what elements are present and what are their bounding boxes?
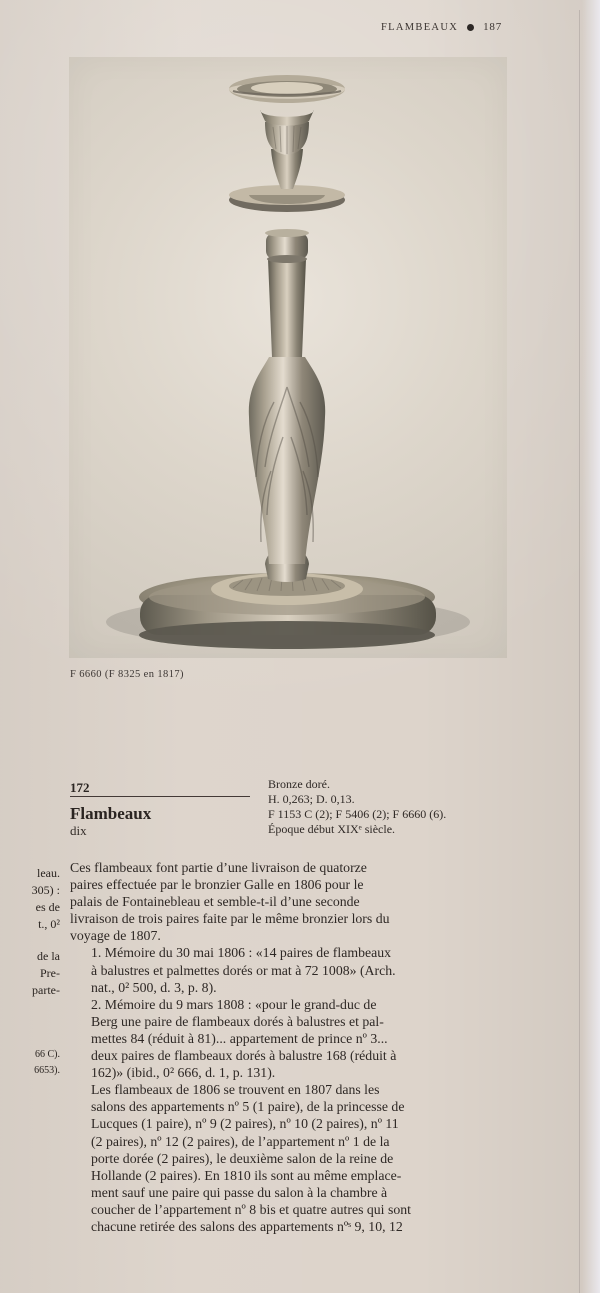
text-line: 2. Mémoire du 9 mars 1808 : «pour le grand-duc de bbox=[91, 996, 377, 1012]
metadata-line: H. 0,263; D. 0,13. bbox=[268, 792, 355, 806]
text-line: coucher de l’appartement nº 8 bis et quatre autres qui sont bbox=[91, 1201, 411, 1217]
catalog-rule bbox=[70, 796, 250, 797]
text-line: voyage de 1807. bbox=[70, 928, 161, 944]
text-line: chacune retirée des salons des appartements nºˢ 9, 10, 12 bbox=[91, 1218, 403, 1234]
text-line: Berg une paire de flambeaux dorés à balustres et pal- bbox=[91, 1013, 384, 1029]
left-fragment-line: 66 C). bbox=[35, 1049, 60, 1060]
metadata-line: Époque début XIXᵉ siècle. bbox=[268, 822, 396, 836]
text-line: mettes 84 (réduit à 81)... appartement de prince nº 3... bbox=[91, 1030, 388, 1046]
text-line: Hollande (2 paires). En 1810 ils sont au même emplace- bbox=[91, 1167, 402, 1183]
bullet-icon bbox=[467, 24, 474, 31]
paragraph bbox=[70, 944, 526, 995]
text-line: ment sauf une paire qui passe du salon à la chambre à bbox=[91, 1184, 388, 1200]
metadata-line: Bronze doré. bbox=[268, 777, 330, 791]
left-fragment-line: 6653). bbox=[34, 1065, 60, 1076]
text-line: à balustres et palmettes dorés or mat à 72 1008» (Arch. bbox=[91, 962, 396, 978]
photo-caption: F 6660 (F 8325 en 1817) bbox=[70, 669, 184, 680]
page-edge-line bbox=[579, 10, 580, 1293]
metadata-line: F 1153 C (2); F 5406 (2); F 6660 (6). bbox=[268, 807, 447, 821]
running-header bbox=[381, 21, 502, 33]
page-outer-edge bbox=[582, 0, 600, 1293]
entry-metadata bbox=[268, 777, 446, 837]
left-fragment-line: Pre- bbox=[40, 966, 60, 980]
entry-title: Flambeaux bbox=[70, 804, 152, 823]
left-fragment-line: 305) : bbox=[31, 883, 60, 897]
text-line: Ces flambeaux font partie d’une livraison de quatorze bbox=[70, 860, 367, 875]
text-line: palais de Fontainebleau et semble-t-il d’une seconde bbox=[70, 894, 360, 910]
candlestick-image bbox=[69, 57, 507, 658]
text-line: (2 paires), nº 12 (2 paires), de l’appartement nº 1 de la bbox=[91, 1133, 390, 1149]
text-line: nat., 0² 500, d. 3, p. 8). bbox=[91, 979, 217, 995]
text-line: 162)» (ibid., 0² 666, d. 1, p. 131). bbox=[91, 1065, 276, 1081]
entry-body bbox=[70, 859, 526, 1235]
entry-quantity: dix bbox=[70, 823, 87, 838]
catalog-number: 172 bbox=[70, 780, 90, 795]
page-number: 187 bbox=[483, 21, 502, 33]
left-fragment-line: es de bbox=[35, 900, 60, 914]
section-title: FLAMBEAUX bbox=[381, 21, 459, 33]
text-line: livraison de trois paires faite par le même bronzier lors du bbox=[70, 911, 390, 927]
text-line: porte dorée (2 paires), le deuxième salon de la reine de bbox=[91, 1150, 394, 1166]
candlestick-photo bbox=[69, 57, 507, 658]
text-line: deux paires de flambeaux dorés à balustre 168 (réduit à bbox=[91, 1048, 397, 1064]
text-line: 1. Mémoire du 30 mai 1806 : «14 paires de flambeaux bbox=[91, 945, 392, 961]
paragraph bbox=[70, 859, 526, 944]
left-column-fragments bbox=[0, 0, 60, 1293]
left-fragment-line: t., 0² bbox=[38, 917, 60, 931]
left-fragment-line: de la bbox=[37, 949, 60, 963]
text-line: Les flambeaux de 1806 se trouvent en 1807 dans les bbox=[91, 1082, 380, 1098]
text-line: paires effectuée par le bronzier Galle en 1806 pour le bbox=[70, 877, 364, 893]
paragraph bbox=[70, 996, 526, 1081]
left-fragment-line: leau. bbox=[37, 866, 60, 880]
paragraph bbox=[70, 1081, 526, 1235]
text-line: salons des appartements nº 5 (1 paire), de la princesse de bbox=[91, 1099, 405, 1115]
text-line: Lucques (1 paire), nº 9 (2 paires), nº 10 (2 paires), nº 11 bbox=[91, 1116, 399, 1132]
left-fragment-line: parte- bbox=[32, 983, 60, 997]
